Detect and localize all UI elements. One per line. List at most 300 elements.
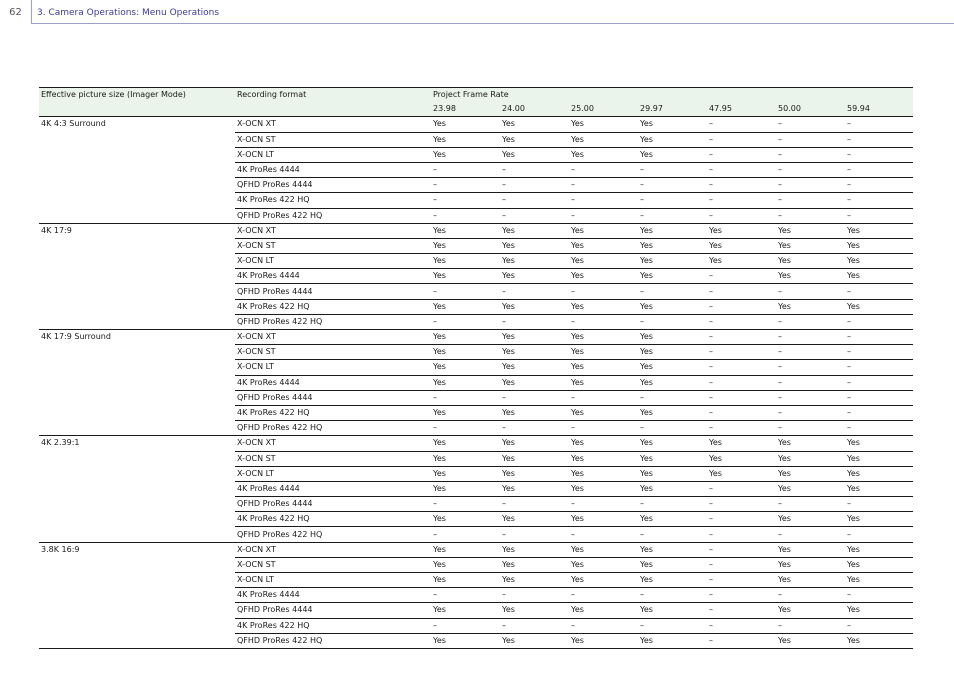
support-value-cell: – xyxy=(569,390,638,405)
support-value-cell: Yes xyxy=(845,223,913,238)
support-value-cell: – xyxy=(569,162,638,177)
support-value-cell: – xyxy=(569,618,638,633)
support-value-cell: Yes xyxy=(569,451,638,466)
support-value-cell: Yes xyxy=(776,557,845,572)
support-value-cell: Yes xyxy=(500,375,569,390)
support-value-cell: Yes xyxy=(569,147,638,162)
support-value-cell: Yes xyxy=(569,360,638,375)
support-value-cell: Yes xyxy=(500,345,569,360)
support-value-cell: – xyxy=(845,345,913,360)
picture-size-cell: 4K 17:9 xyxy=(39,223,235,329)
support-value-cell: Yes xyxy=(707,254,776,269)
support-value-cell: Yes xyxy=(431,360,500,375)
support-value-cell: – xyxy=(776,360,845,375)
support-value-cell: – xyxy=(776,375,845,390)
support-value-cell: – xyxy=(500,588,569,603)
support-value-cell: – xyxy=(500,284,569,299)
support-value-cell: Yes xyxy=(500,269,569,284)
support-value-cell: – xyxy=(707,193,776,208)
support-value-cell: Yes xyxy=(431,238,500,253)
support-value-cell: – xyxy=(431,284,500,299)
support-value-cell: Yes xyxy=(431,269,500,284)
support-value-cell: Yes xyxy=(569,375,638,390)
support-value-cell: Yes xyxy=(569,633,638,648)
support-value-cell: Yes xyxy=(500,557,569,572)
table-row xyxy=(39,117,913,132)
support-value-cell: – xyxy=(707,512,776,527)
support-value-cell: Yes xyxy=(776,603,845,618)
support-value-cell: – xyxy=(707,633,776,648)
support-value-cell: – xyxy=(707,481,776,496)
support-value-cell: – xyxy=(776,314,845,329)
support-value-cell: Yes xyxy=(845,603,913,618)
support-value-cell: Yes xyxy=(638,360,707,375)
support-value-cell: Yes xyxy=(638,254,707,269)
support-value-cell: Yes xyxy=(431,481,500,496)
support-value-cell: – xyxy=(638,390,707,405)
header-divider xyxy=(31,0,32,24)
support-value-cell: Yes xyxy=(638,117,707,132)
support-value-cell: Yes xyxy=(845,512,913,527)
support-value-cell: Yes xyxy=(638,405,707,420)
section-title: 3. Camera Operations: Menu Operations xyxy=(37,8,220,18)
support-value-cell: Yes xyxy=(431,405,500,420)
support-value-cell: – xyxy=(569,588,638,603)
support-value-cell: – xyxy=(845,390,913,405)
support-value-cell: Yes xyxy=(638,299,707,314)
table-header xyxy=(39,88,913,117)
table-row xyxy=(39,330,913,345)
support-value-cell: Yes xyxy=(776,223,845,238)
support-value-cell: Yes xyxy=(569,603,638,618)
support-value-cell: – xyxy=(776,618,845,633)
header-picture-size: Effective picture size (Imager Mode) xyxy=(39,88,235,117)
support-value-cell: Yes xyxy=(638,481,707,496)
support-value-cell: Yes xyxy=(431,375,500,390)
support-value-cell: – xyxy=(500,162,569,177)
support-value-cell: – xyxy=(500,497,569,512)
recording-format-cell: 4K ProRes 4444 xyxy=(235,588,431,603)
support-value-cell: – xyxy=(707,573,776,588)
support-value-cell: Yes xyxy=(776,512,845,527)
support-value-cell: – xyxy=(707,147,776,162)
support-value-cell: – xyxy=(707,405,776,420)
support-value-cell: Yes xyxy=(431,633,500,648)
support-value-cell: Yes xyxy=(431,557,500,572)
support-value-cell: – xyxy=(845,132,913,147)
recording-format-cell: 4K ProRes 4444 xyxy=(235,162,431,177)
support-value-cell: – xyxy=(845,284,913,299)
support-value-cell: Yes xyxy=(776,269,845,284)
header-rule xyxy=(31,23,954,24)
support-value-cell: – xyxy=(845,497,913,512)
support-value-cell: – xyxy=(431,497,500,512)
recording-format-cell: X-OCN LT xyxy=(235,466,431,481)
support-value-cell: – xyxy=(500,390,569,405)
support-value-cell: – xyxy=(569,527,638,542)
support-value-cell: – xyxy=(707,117,776,132)
support-value-cell: Yes xyxy=(845,466,913,481)
support-value-cell: Yes xyxy=(776,451,845,466)
recording-format-cell: X-OCN ST xyxy=(235,345,431,360)
support-value-cell: – xyxy=(569,421,638,436)
support-value-cell: Yes xyxy=(500,573,569,588)
support-value-cell: Yes xyxy=(845,633,913,648)
support-value-cell: – xyxy=(707,542,776,557)
support-value-cell: – xyxy=(707,132,776,147)
support-value-cell: – xyxy=(500,618,569,633)
support-value-cell: – xyxy=(638,284,707,299)
page-header xyxy=(0,0,954,24)
support-value-cell: – xyxy=(569,208,638,223)
support-value-cell: – xyxy=(431,208,500,223)
support-value-cell: Yes xyxy=(776,573,845,588)
support-value-cell: Yes xyxy=(776,633,845,648)
support-value-cell: – xyxy=(776,405,845,420)
recording-format-cell: X-OCN LT xyxy=(235,254,431,269)
support-value-cell: Yes xyxy=(500,223,569,238)
frame-rate-header: 50.00 xyxy=(776,102,845,117)
support-value-cell: Yes xyxy=(776,481,845,496)
support-value-cell: Yes xyxy=(845,299,913,314)
support-value-cell: – xyxy=(776,421,845,436)
support-value-cell: – xyxy=(569,193,638,208)
support-value-cell: – xyxy=(500,193,569,208)
support-value-cell: Yes xyxy=(638,269,707,284)
support-value-cell: Yes xyxy=(431,573,500,588)
support-value-cell: Yes xyxy=(500,512,569,527)
support-value-cell: – xyxy=(707,269,776,284)
support-value-cell: – xyxy=(707,345,776,360)
support-value-cell: Yes xyxy=(500,254,569,269)
support-value-cell: – xyxy=(707,330,776,345)
support-value-cell: – xyxy=(776,390,845,405)
support-value-cell: Yes xyxy=(569,117,638,132)
recording-format-cell: QFHD ProRes 422 HQ xyxy=(235,527,431,542)
support-value-cell: Yes xyxy=(569,481,638,496)
support-value-cell: Yes xyxy=(776,466,845,481)
support-value-cell: Yes xyxy=(845,269,913,284)
recording-format-cell: QFHD ProRes 4444 xyxy=(235,603,431,618)
support-value-cell: – xyxy=(707,162,776,177)
support-value-cell: Yes xyxy=(569,512,638,527)
support-value-cell: Yes xyxy=(500,299,569,314)
support-value-cell: Yes xyxy=(569,405,638,420)
support-value-cell: Yes xyxy=(569,132,638,147)
recording-format-cell: 4K ProRes 4444 xyxy=(235,375,431,390)
recording-format-cell: QFHD ProRes 4444 xyxy=(235,178,431,193)
support-value-cell: Yes xyxy=(500,147,569,162)
support-value-cell: – xyxy=(845,405,913,420)
picture-size-cell: 4K 17:9 Surround xyxy=(39,330,235,436)
support-value-cell: Yes xyxy=(500,117,569,132)
support-value-cell: Yes xyxy=(500,405,569,420)
support-value-cell: – xyxy=(845,178,913,193)
recording-format-cell: 4K ProRes 4444 xyxy=(235,481,431,496)
support-value-cell: Yes xyxy=(638,345,707,360)
support-value-cell: – xyxy=(569,314,638,329)
support-value-cell: Yes xyxy=(569,254,638,269)
frame-rate-header: 29.97 xyxy=(638,102,707,117)
support-value-cell: – xyxy=(776,345,845,360)
support-value-cell: Yes xyxy=(569,573,638,588)
support-value-cell: Yes xyxy=(707,466,776,481)
recording-format-cell: X-OCN ST xyxy=(235,132,431,147)
table-row xyxy=(39,436,913,451)
support-value-cell: – xyxy=(776,527,845,542)
picture-size-cell: 3.8K 16:9 xyxy=(39,542,235,648)
recording-format-cell: QFHD ProRes 422 HQ xyxy=(235,421,431,436)
support-value-cell: Yes xyxy=(500,603,569,618)
support-value-cell: – xyxy=(431,618,500,633)
support-value-cell: Yes xyxy=(431,330,500,345)
support-value-cell: – xyxy=(845,208,913,223)
recording-format-cell: X-OCN XT xyxy=(235,436,431,451)
support-value-cell: – xyxy=(707,588,776,603)
support-value-cell: – xyxy=(638,208,707,223)
support-value-cell: – xyxy=(845,421,913,436)
table-row xyxy=(39,223,913,238)
support-value-cell: Yes xyxy=(431,117,500,132)
recording-format-cell: 4K ProRes 4444 xyxy=(235,269,431,284)
support-value-cell: – xyxy=(707,178,776,193)
support-value-cell: – xyxy=(845,527,913,542)
support-value-cell: Yes xyxy=(569,436,638,451)
recording-format-cell: X-OCN LT xyxy=(235,147,431,162)
support-value-cell: – xyxy=(638,314,707,329)
support-value-cell: – xyxy=(638,497,707,512)
recording-format-cell: 4K ProRes 422 HQ xyxy=(235,512,431,527)
support-value-cell: Yes xyxy=(431,451,500,466)
support-value-cell: – xyxy=(776,284,845,299)
support-value-cell: – xyxy=(776,132,845,147)
support-value-cell: – xyxy=(500,527,569,542)
support-value-cell: Yes xyxy=(845,573,913,588)
support-value-cell: – xyxy=(431,527,500,542)
support-value-cell: – xyxy=(845,588,913,603)
support-value-cell: Yes xyxy=(638,147,707,162)
support-value-cell: – xyxy=(776,588,845,603)
picture-size-cell: 4K 2.39:1 xyxy=(39,436,235,542)
support-value-cell: Yes xyxy=(500,542,569,557)
support-value-cell: – xyxy=(569,284,638,299)
support-value-cell: – xyxy=(638,527,707,542)
support-value-cell: Yes xyxy=(638,451,707,466)
recording-format-cell: QFHD ProRes 4444 xyxy=(235,390,431,405)
support-value-cell: – xyxy=(845,360,913,375)
support-value-cell: – xyxy=(500,314,569,329)
support-value-cell: – xyxy=(707,421,776,436)
support-value-cell: Yes xyxy=(707,436,776,451)
support-value-cell: Yes xyxy=(638,557,707,572)
support-value-cell: Yes xyxy=(569,330,638,345)
recording-format-cell: QFHD ProRes 422 HQ xyxy=(235,208,431,223)
support-value-cell: – xyxy=(707,314,776,329)
recording-format-cell: X-OCN XT xyxy=(235,330,431,345)
support-value-cell: Yes xyxy=(638,238,707,253)
support-value-cell: Yes xyxy=(500,330,569,345)
support-value-cell: Yes xyxy=(845,238,913,253)
support-value-cell: – xyxy=(638,421,707,436)
header-recording-format: Recording format xyxy=(235,88,431,117)
recording-format-cell: X-OCN ST xyxy=(235,451,431,466)
frame-rate-table xyxy=(39,87,913,649)
support-value-cell: – xyxy=(845,193,913,208)
recording-format-cell: 4K ProRes 422 HQ xyxy=(235,299,431,314)
support-value-cell: Yes xyxy=(845,436,913,451)
support-value-cell: – xyxy=(845,117,913,132)
recording-format-cell: X-OCN LT xyxy=(235,573,431,588)
support-value-cell: Yes xyxy=(845,254,913,269)
support-value-cell: – xyxy=(638,162,707,177)
support-value-cell: – xyxy=(707,497,776,512)
recording-format-cell: X-OCN XT xyxy=(235,542,431,557)
support-value-cell: Yes xyxy=(569,223,638,238)
support-value-cell: – xyxy=(845,330,913,345)
support-value-cell: – xyxy=(431,193,500,208)
support-value-cell: – xyxy=(776,162,845,177)
recording-format-cell: X-OCN LT xyxy=(235,360,431,375)
support-value-cell: Yes xyxy=(776,436,845,451)
recording-format-cell: 4K ProRes 422 HQ xyxy=(235,618,431,633)
support-value-cell: Yes xyxy=(431,466,500,481)
recording-format-cell: X-OCN XT xyxy=(235,223,431,238)
frame-rate-header: 24.00 xyxy=(500,102,569,117)
support-value-cell: Yes xyxy=(569,466,638,481)
support-value-cell: – xyxy=(776,497,845,512)
support-value-cell: Yes xyxy=(500,451,569,466)
support-value-cell: – xyxy=(431,421,500,436)
picture-size-cell: 4K 4:3 Surround xyxy=(39,117,235,223)
support-value-cell: Yes xyxy=(569,269,638,284)
support-value-cell: Yes xyxy=(431,436,500,451)
support-value-cell: Yes xyxy=(707,451,776,466)
support-value-cell: – xyxy=(638,178,707,193)
support-value-cell: – xyxy=(431,178,500,193)
support-value-cell: Yes xyxy=(638,132,707,147)
support-value-cell: – xyxy=(638,618,707,633)
support-value-cell: – xyxy=(776,330,845,345)
page-number: 62 xyxy=(9,7,22,18)
support-value-cell: – xyxy=(776,178,845,193)
support-value-cell: Yes xyxy=(569,542,638,557)
support-value-cell: – xyxy=(845,314,913,329)
support-value-cell: Yes xyxy=(776,299,845,314)
frame-rate-header: 23.98 xyxy=(431,102,500,117)
support-value-cell: – xyxy=(431,390,500,405)
support-value-cell: Yes xyxy=(845,542,913,557)
support-value-cell: – xyxy=(569,178,638,193)
support-value-cell: Yes xyxy=(638,603,707,618)
support-value-cell: Yes xyxy=(431,299,500,314)
support-value-cell: – xyxy=(500,421,569,436)
support-value-cell: Yes xyxy=(500,466,569,481)
support-value-cell: Yes xyxy=(638,375,707,390)
support-value-cell: – xyxy=(707,375,776,390)
table-body xyxy=(39,117,913,649)
support-value-cell: Yes xyxy=(431,345,500,360)
support-value-cell: Yes xyxy=(569,299,638,314)
support-value-cell: – xyxy=(845,375,913,390)
support-value-cell: Yes xyxy=(845,481,913,496)
support-value-cell: – xyxy=(500,178,569,193)
frame-rate-header: 59.94 xyxy=(845,102,913,117)
support-value-cell: Yes xyxy=(500,481,569,496)
support-value-cell: Yes xyxy=(500,436,569,451)
recording-format-cell: 4K ProRes 422 HQ xyxy=(235,405,431,420)
support-value-cell: – xyxy=(845,618,913,633)
support-value-cell: Yes xyxy=(500,360,569,375)
recording-format-cell: QFHD ProRes 422 HQ xyxy=(235,314,431,329)
recording-format-cell: QFHD ProRes 4444 xyxy=(235,497,431,512)
support-value-cell: Yes xyxy=(500,132,569,147)
support-value-cell: Yes xyxy=(638,542,707,557)
support-value-cell: Yes xyxy=(500,238,569,253)
support-value-cell: – xyxy=(707,618,776,633)
support-value-cell: Yes xyxy=(431,512,500,527)
support-value-cell: Yes xyxy=(638,512,707,527)
support-value-cell: Yes xyxy=(431,132,500,147)
support-value-cell: Yes xyxy=(431,542,500,557)
support-value-cell: – xyxy=(707,527,776,542)
support-value-cell: Yes xyxy=(569,557,638,572)
support-value-cell: Yes xyxy=(707,238,776,253)
support-value-cell: Yes xyxy=(638,633,707,648)
support-value-cell: Yes xyxy=(638,330,707,345)
support-value-cell: – xyxy=(776,193,845,208)
recording-format-cell: X-OCN XT xyxy=(235,117,431,132)
recording-format-cell: QFHD ProRes 4444 xyxy=(235,284,431,299)
support-value-cell: – xyxy=(707,557,776,572)
support-value-cell: – xyxy=(845,162,913,177)
support-value-cell: – xyxy=(569,497,638,512)
support-value-cell: Yes xyxy=(776,542,845,557)
support-value-cell: – xyxy=(707,284,776,299)
support-value-cell: – xyxy=(638,588,707,603)
support-value-cell: – xyxy=(707,603,776,618)
support-value-cell: – xyxy=(776,208,845,223)
support-value-cell: Yes xyxy=(431,147,500,162)
support-value-cell: Yes xyxy=(569,345,638,360)
support-value-cell: – xyxy=(431,314,500,329)
support-value-cell: – xyxy=(707,360,776,375)
support-value-cell: Yes xyxy=(707,223,776,238)
support-value-cell: – xyxy=(431,162,500,177)
support-value-cell: – xyxy=(431,588,500,603)
support-value-cell: Yes xyxy=(638,436,707,451)
support-value-cell: – xyxy=(707,390,776,405)
support-value-cell: Yes xyxy=(431,254,500,269)
support-value-cell: Yes xyxy=(638,466,707,481)
support-value-cell: Yes xyxy=(776,254,845,269)
recording-format-cell: QFHD ProRes 422 HQ xyxy=(235,633,431,648)
support-value-cell: – xyxy=(500,208,569,223)
support-value-cell: Yes xyxy=(569,238,638,253)
support-value-cell: Yes xyxy=(776,238,845,253)
table-row xyxy=(39,542,913,557)
support-value-cell: Yes xyxy=(845,557,913,572)
header-project-frame-rate: Project Frame Rate xyxy=(431,88,913,103)
support-value-cell: Yes xyxy=(638,223,707,238)
support-value-cell: – xyxy=(707,208,776,223)
support-value-cell: Yes xyxy=(431,223,500,238)
support-value-cell: – xyxy=(776,117,845,132)
support-value-cell: Yes xyxy=(845,451,913,466)
frame-rate-header: 25.00 xyxy=(569,102,638,117)
support-value-cell: – xyxy=(776,147,845,162)
support-value-cell: – xyxy=(845,147,913,162)
recording-format-cell: X-OCN ST xyxy=(235,238,431,253)
